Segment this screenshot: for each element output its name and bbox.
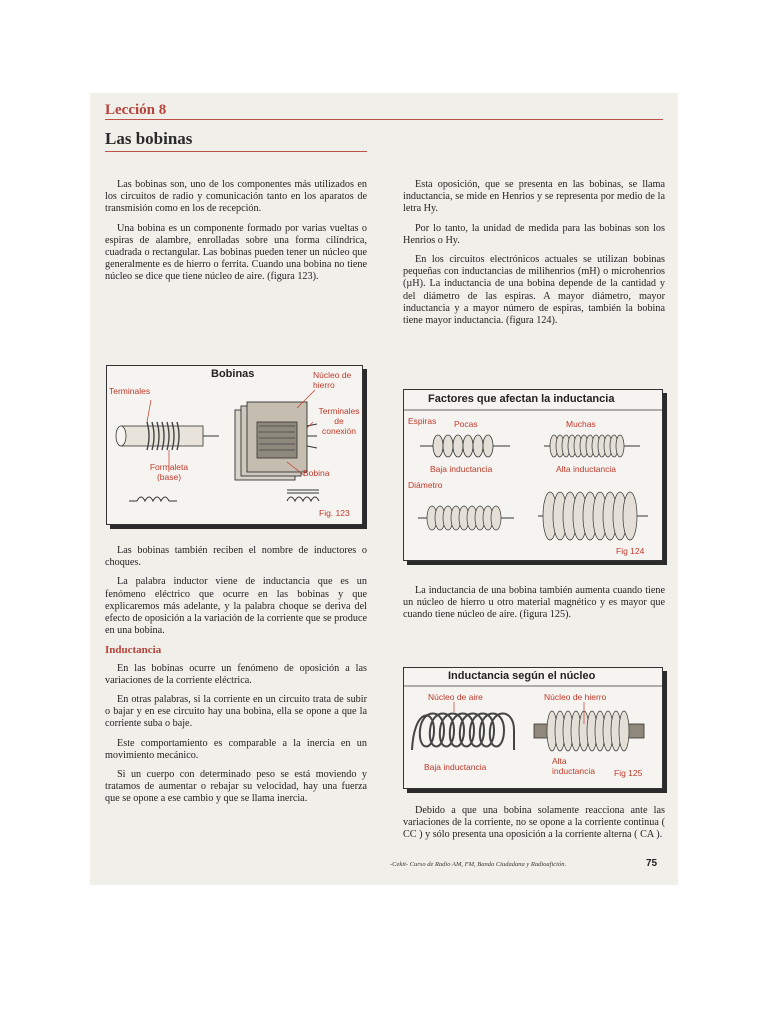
subhead-inductancia: Inductancia — [105, 644, 162, 657]
fig124-espiras: Espiras — [408, 416, 437, 426]
fig124-alta: Alta inductancia — [556, 464, 617, 474]
right-paragraph-4: La inductancia de una bobina también aumenta cuando tiene un núcleo de hierro u otro material magnético y es mayor que cuando tiene núcleo de aire. (figura 125). — [403, 585, 665, 621]
fig123-title: Bobinas — [211, 368, 255, 380]
fig124-baja: Baja inductancia — [430, 464, 493, 474]
left-column-lower — [105, 545, 367, 813]
page-title: Las bobinas — [105, 129, 193, 148]
factores-illustration — [404, 390, 662, 560]
fig123-number: Fig. 123 — [319, 508, 350, 518]
left-paragraph-4: La palabra inductor viene de inductancia que es un fenómeno eléctrico que ocurre en las bobinas y que explicaremos más adelante, y la palabra choque se deriva del efecto de oposición a la variación de la corriente que se produce en una bobina. — [105, 576, 367, 637]
page-number: 75 — [646, 858, 658, 869]
fig124-diametro: Diámetro — [408, 480, 443, 490]
fig123-terminales: Terminales — [109, 386, 151, 396]
fig123-nucleo: Núcleo de hierro — [313, 370, 352, 390]
right-column-bottom — [403, 805, 665, 849]
figure-125 — [403, 667, 663, 789]
fig125-baja: Baja inductancia — [424, 762, 487, 772]
left-paragraph-7: Este comportamiento es comparable a la inercia en un movimiento mecánico. — [105, 737, 367, 761]
fig125-nucleo-hierro: Núcleo de hierro — [544, 692, 607, 702]
header-rule — [105, 119, 663, 120]
right-paragraph-1: Esta oposición, que se presenta en las bobinas, se llama inductancia, se mide en Henrios y se representa por medio de la letra Hy. — [403, 179, 665, 215]
right-paragraph-5: Debido a que una bobina solamente reacciona ante las variaciones de la corriente, no se opone a la corriente continua ( CC ) y sólo presenta una oposición a la corriente alterna ( CA ). — [403, 805, 665, 841]
fig125-number: Fig 125 — [614, 768, 643, 778]
left-paragraph-5: En las bobinas ocurre un fenómeno de oposición a las variaciones de la corriente eléctrica. — [105, 662, 367, 686]
fig124-muchas: Muchas — [566, 419, 596, 429]
left-paragraph-2: Una bobina es un componente formado por varias vueltas o espiras de alambre, enrolladas sobre una forma cilíndrica, cuadrada o rectangular. Las bobinas pueden tener un núcleo que generalmente es de hierro o ferrita. Cuando una bobina no tiene núcleo se dice que tiene núcleo de aire. (figura 123). — [105, 222, 367, 283]
fig123-formaleta: Formaleta (base) — [149, 462, 189, 482]
left-paragraph-3: Las bobinas también reciben el nombre de inductores o choques. — [105, 545, 367, 569]
figure-124 — [403, 389, 663, 561]
fig125-nucleo-aire: Núcleo de aire — [428, 692, 483, 702]
fig123-bobina: Bobina — [303, 468, 330, 478]
fig125-title: Inductancia según el núcleo — [448, 670, 596, 682]
left-column — [105, 179, 367, 291]
lesson-header: Lección 8 — [105, 102, 167, 118]
right-paragraph-3: En los circuitos electrónicos actuales se utilizan bobinas pequeñas con inductancias de milihenrios (mH) o microhenrios (µH). La inductancia de una bobina depende de la cantidad y del diámetro de las espiras. A mayor diámetro, mayor inductancia y a mayor número de espiras, también la bobina tiene mayor inductancia. (figura 124). — [403, 254, 665, 327]
right-column-mid — [403, 585, 665, 629]
title-rule — [105, 151, 367, 152]
book-page — [90, 93, 678, 885]
fig124-title: Factores que afectan la inductancia — [428, 393, 615, 405]
left-paragraph-1: Las bobinas son, uno de los componentes más utilizados en los circuitos de radio y comunicación tanto en los aparatos de transmisión como en los de recepción. — [105, 179, 367, 215]
left-paragraph-6: En otras palabras, si la corriente en un circuito trata de subir o bajar y en ese circuito hay una bobina, ella se opone a que la corriente suba o baje. — [105, 694, 367, 730]
fig123-terminales-conexion: Terminales de conexión — [318, 406, 360, 436]
fig124-number: Fig 124 — [616, 546, 645, 556]
figure-123 — [106, 365, 363, 525]
right-paragraph-2: Por lo tanto, la unidad de medida para las bobinas son los Henrios o Hy. — [403, 222, 665, 246]
fig124-pocas: Pocas — [454, 419, 478, 429]
fig125-alta: Alta inductancia — [552, 756, 596, 776]
left-paragraph-8: Si un cuerpo con determinado peso se está moviendo y tratamos de aumentar o rebajar su velocidad, hay una fuerza que se opone a ese cambio y que se llama inercia. — [105, 769, 367, 805]
right-column — [403, 179, 665, 334]
footer-credit: -Cekit- Curso de Radio AM, FM, Banda Ciudadana y Radioafición. — [390, 861, 567, 868]
